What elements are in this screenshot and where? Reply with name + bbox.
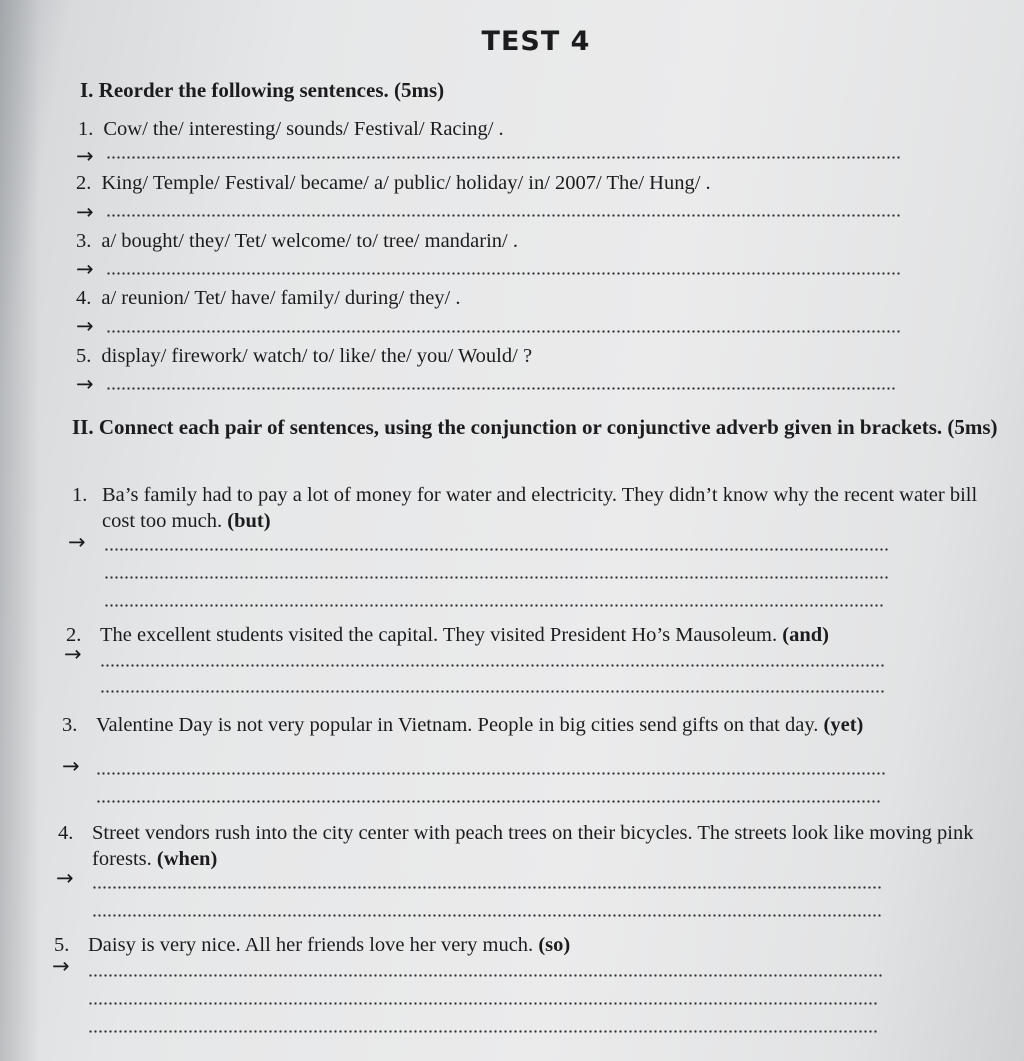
- answer-line[interactable]: [88, 1030, 878, 1033]
- answer-arrow-icon: →: [76, 257, 94, 281]
- item-conjunction: (when): [156, 848, 218, 870]
- item-text: King/ Temple/ Festival/ became/ a/ public/ holiday/ in/ 2007/ The/ Hung/ .: [101, 172, 711, 194]
- answer-arrow-icon: →: [76, 372, 94, 396]
- answer-arrow-icon: →: [76, 144, 94, 168]
- item-text: Ba’s family had to pay a lot of money for water and electricity. They didn’t know why the recent water bill cost too much.: [102, 484, 978, 532]
- answer-arrow-icon: →: [76, 314, 94, 338]
- reorder-item-4: [76, 287, 461, 310]
- answer-arrow-icon: →: [64, 642, 82, 666]
- answer-line[interactable]: [106, 156, 901, 159]
- answer-line[interactable]: [106, 387, 896, 390]
- connect-item-4: [58, 820, 1000, 872]
- item-conjunction: (but): [227, 510, 271, 532]
- item-number: 4.: [58, 822, 74, 844]
- item-number: 1.: [72, 484, 88, 506]
- item-number: 1.: [78, 118, 94, 140]
- answer-line[interactable]: [92, 914, 882, 917]
- answer-line[interactable]: [96, 800, 881, 803]
- answer-arrow-icon: →: [76, 200, 94, 224]
- connect-item-5: [54, 932, 954, 958]
- reorder-item-2: [76, 172, 711, 195]
- item-text: Valentine Day is not very popular in Vietnam. People in big cities send gifts on that day.: [96, 714, 819, 736]
- item-text: The excellent students visited the capital. They visited President Ho’s Mausoleum.: [100, 624, 778, 646]
- answer-line[interactable]: [88, 1002, 878, 1005]
- section-1-heading: I. Reorder the following sentences. (5ms): [80, 78, 445, 102]
- answer-line[interactable]: [92, 886, 882, 889]
- connect-item-2: [66, 622, 996, 648]
- item-number: 2.: [66, 624, 82, 646]
- section-2-heading: II. Connect each pair of sentences, using the conjunction or conjunctive adverb given in brackets. (5ms): [72, 415, 998, 439]
- item-number: 3.: [62, 714, 78, 736]
- answer-line[interactable]: [88, 974, 883, 977]
- item-text: a/ reunion/ Tet/ have/ family/ during/ they/ .: [101, 287, 461, 309]
- answer-line[interactable]: [104, 604, 884, 607]
- answer-line[interactable]: [104, 548, 889, 551]
- answer-line[interactable]: [106, 214, 901, 217]
- answer-arrow-icon: →: [68, 530, 86, 554]
- test-title: TEST 4: [481, 26, 591, 57]
- answer-line[interactable]: [106, 272, 901, 275]
- answer-line[interactable]: [100, 664, 885, 667]
- answer-line[interactable]: [100, 690, 885, 693]
- connect-item-3: [62, 712, 998, 738]
- item-number: 5.: [76, 345, 92, 367]
- item-conjunction: (yet): [823, 714, 864, 736]
- item-text: a/ bought/ they/ Tet/ welcome/ to/ tree/ mandarin/ .: [101, 230, 518, 252]
- item-number: 2.: [76, 172, 92, 194]
- answer-line[interactable]: [106, 330, 901, 333]
- connect-item-1: [72, 482, 994, 534]
- reorder-item-5: [76, 345, 532, 368]
- item-conjunction: (so): [538, 934, 571, 956]
- item-text: Cow/ the/ interesting/ sounds/ Festival/ Racing/ .: [103, 118, 504, 140]
- item-text: display/ firework/ watch/ to/ like/ the/ you/ Would/ ?: [101, 345, 533, 367]
- answer-line[interactable]: [104, 576, 889, 579]
- page-edge-shadow: [0, 0, 40, 1061]
- answer-arrow-icon: →: [52, 954, 70, 978]
- answer-arrow-icon: →: [56, 866, 74, 890]
- answer-line[interactable]: [96, 772, 886, 775]
- reorder-item-3: [76, 230, 518, 253]
- item-text: Street vendors rush into the city center with peach trees on their bicycles. The streets look like moving pink forests.: [92, 822, 974, 870]
- item-number: 3.: [76, 230, 92, 252]
- item-number: 4.: [76, 287, 92, 309]
- item-conjunction: (and): [782, 624, 829, 646]
- item-text: Daisy is very nice. All her friends love her very much.: [88, 934, 534, 956]
- item-number: 5.: [54, 934, 70, 956]
- answer-arrow-icon: →: [62, 754, 80, 778]
- reorder-item-1: [78, 118, 504, 141]
